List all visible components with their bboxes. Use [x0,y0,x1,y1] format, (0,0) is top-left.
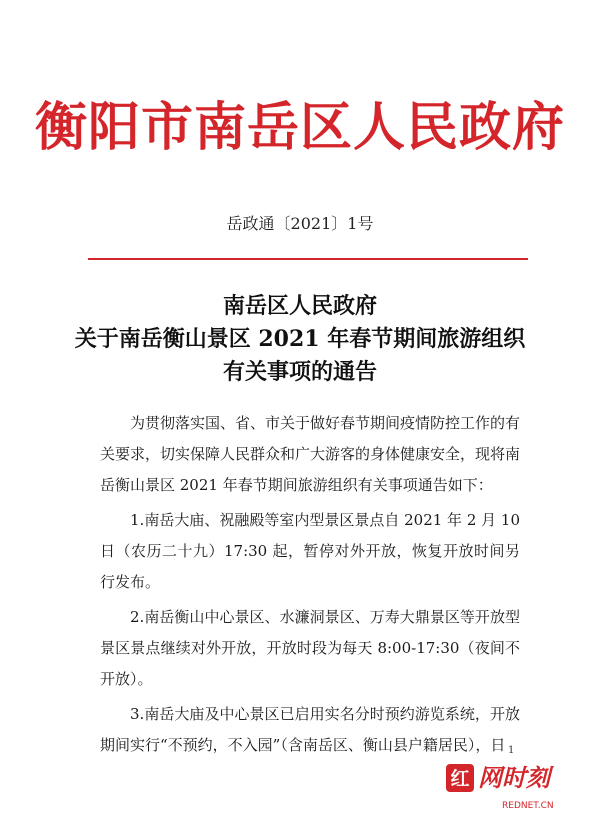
document-number: 岳政通〔2021〕1号 [226,214,374,233]
notice-title [0,290,600,389]
watermark-text: 网时刻 [478,764,550,792]
rednet-watermark-logo [444,760,594,818]
notice-title-line: 有关事项的通告 [222,359,377,385]
issuing-authority-title: 衡阳市南岳区人民政府 [34,98,565,158]
page-number: 1 [508,745,515,756]
body-paragraph-intro: 为贯彻落实国、省、市关于做好春节期间疫情防控工作的有关要求，切实保障人民群众和广大游客的身体健康安全，现将南岳衡山景区 2021 年春节期间旅游组织有关事项通告如下： [100,414,521,494]
watermark-glyph: 红 [450,768,470,790]
notice-title-line: 南岳区人民政府 [222,293,377,319]
notice-title-line: 关于南岳衡山景区 2021 年春节期间旅游组织 [74,326,526,352]
watermark-subtext: REDNET.CN [502,801,554,811]
notice-body [100,408,520,765]
body-paragraph-item-2: 2.南岳衡山中心景区、水濂洞景区、万寿大鼎景区等开放型景区景点继续对外开放，开放时段为每天 8:00-17:30（夜间不开放）。 [100,608,520,688]
body-paragraph-item-3: 3.南岳大庙及中心景区已启用实名分时预约游览系统，开放期间实行“不预约，不入园”（含南岳区、衡山县户籍居民），日 [100,705,520,754]
body-paragraph-item-1: 1.南岳大庙、祝融殿等室内型景区景点自 2021 年 2 月 10 日（农历二十九）17:30 起，暂停对外开放，恢复开放时间另行发布。 [100,511,520,591]
red-separator-line [88,258,528,260]
